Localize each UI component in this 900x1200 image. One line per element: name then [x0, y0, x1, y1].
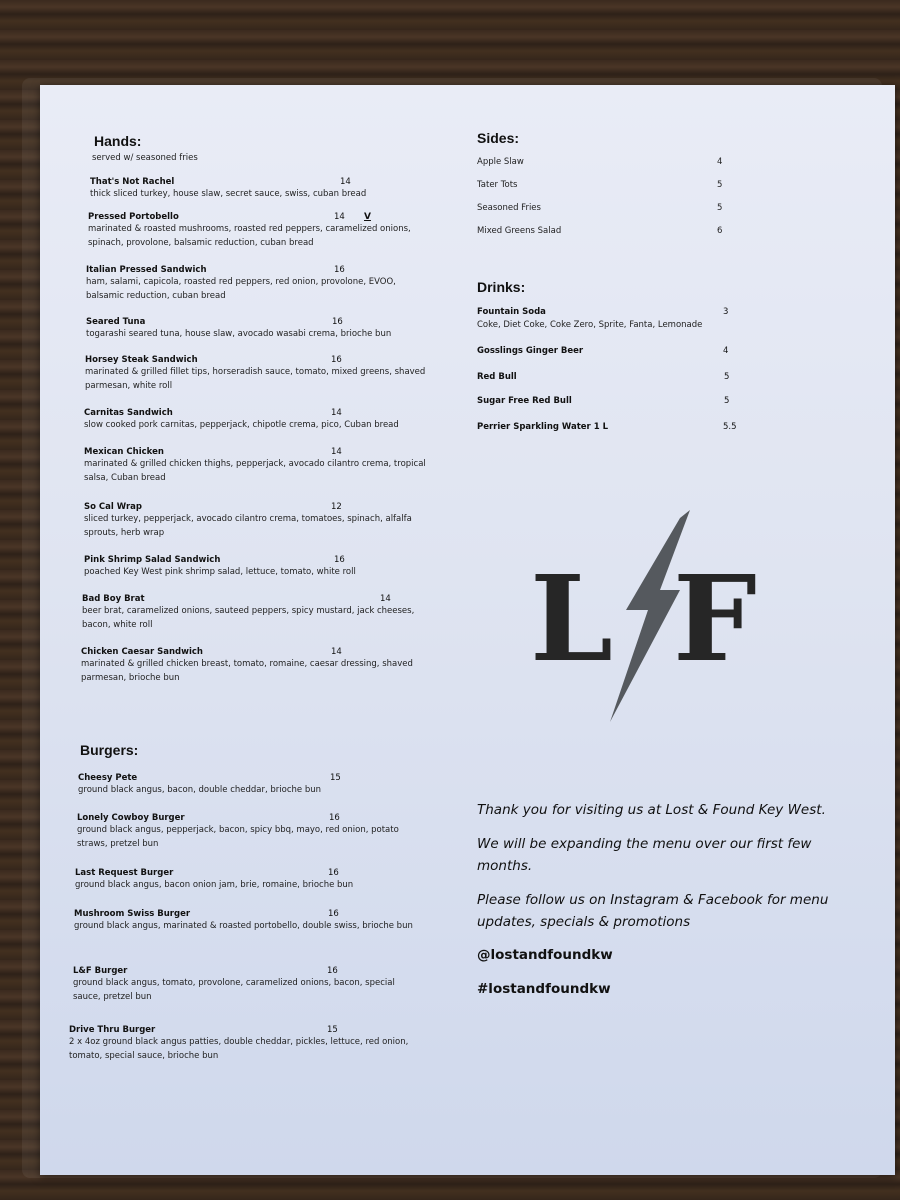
menu-item — [84, 555, 444, 579]
menu-item — [90, 177, 450, 201]
menu-item — [84, 408, 444, 432]
item-price: 6 — [717, 226, 723, 236]
item-price: 16 — [331, 355, 342, 365]
side-item — [477, 157, 737, 167]
logo-letter-l: L — [530, 549, 613, 688]
drink-item — [477, 372, 777, 382]
item-name: Gosslings Ginger Beer — [477, 346, 584, 356]
item-description: poached Key West pink shrimp salad, lettuce, tomato, white roll — [84, 567, 356, 577]
menu-item — [88, 212, 448, 250]
vegetarian-badge: V — [364, 212, 371, 222]
item-description: marinated & grilled chicken thighs, pepperjack, avocado cilantro crema, tropical salsa, Cuban bread — [84, 459, 426, 483]
item-description: sliced turkey, pepperjack, avocado cilantro crema, tomatoes, spinach, alfalfa sprouts, herb wrap — [84, 514, 412, 538]
hands-subtitle: served w/ seasoned fries — [92, 153, 198, 163]
item-description: marinated & grilled chicken breast, tomato, romaine, caesar dressing, shaved parmesan, brioche bun — [81, 659, 413, 683]
item-name: Drive Thru Burger — [69, 1025, 156, 1035]
burgers-title: Burgers: — [80, 742, 139, 758]
item-name: That's Not Rachel — [90, 177, 175, 187]
item-description: Coke, Diet Coke, Coke Zero, Sprite, Fanta, Lemonade — [477, 320, 703, 330]
item-price: 16 — [334, 555, 345, 565]
drink-item — [477, 422, 777, 432]
item-description: ground black angus, marinated & roasted portobello, double swiss, brioche bun — [74, 921, 413, 931]
item-name: So Cal Wrap — [84, 502, 143, 512]
item-name: Bad Boy Brat — [82, 594, 145, 604]
drink-item — [477, 396, 777, 406]
item-price: 14 — [380, 594, 391, 604]
item-name: Carnitas Sandwich — [84, 408, 173, 418]
item-name: Italian Pressed Sandwich — [86, 265, 207, 275]
item-description: beer brat, caramelized onions, sauteed peppers, spicy mustard, jack cheeses, bacon, white roll — [82, 606, 415, 630]
item-name: Mushroom Swiss Burger — [74, 909, 191, 919]
hands-title: Hands: — [94, 133, 142, 149]
item-name: Chicken Caesar Sandwich — [81, 647, 203, 657]
item-price: 16 — [332, 317, 343, 327]
menu-item — [77, 813, 437, 851]
item-price: 14 — [340, 177, 351, 187]
menu-item — [82, 594, 442, 632]
closing-message — [477, 799, 847, 945]
sides-title: Sides: — [477, 130, 520, 146]
item-name: Cheesy Pete — [78, 773, 138, 783]
menu-item — [84, 502, 444, 540]
item-price: 16 — [328, 909, 339, 919]
hashtag: #lostandfoundkw — [477, 981, 611, 997]
item-name: Mixed Greens Salad — [477, 226, 562, 236]
item-description: ground black angus, bacon onion jam, brie, romaine, brioche bun — [75, 880, 354, 890]
item-price: 16 — [329, 813, 340, 823]
item-price: 5 — [717, 180, 723, 190]
item-price: 16 — [327, 966, 338, 976]
item-name: Apple Slaw — [477, 157, 524, 167]
follow-text: Please follow us on Instagram & Facebook for menu updates, specials & promotions — [477, 892, 829, 930]
menu-item — [85, 355, 445, 393]
menu-item — [86, 317, 446, 341]
side-item — [477, 226, 737, 236]
item-price: 5 — [717, 203, 723, 213]
item-description: thick sliced turkey, house slaw, secret sauce, swiss, cuban bread — [90, 189, 367, 199]
item-name: Last Request Burger — [75, 868, 174, 878]
menu-item — [86, 265, 446, 303]
drink-item — [477, 346, 777, 356]
item-description: ground black angus, tomato, provolone, caramelized onions, bacon, special sauce, pretzel bun — [73, 978, 395, 1002]
item-description: togarashi seared tuna, house slaw, avocado wasabi crema, brioche bun — [86, 329, 392, 339]
item-description: ham, salami, capicola, roasted red peppers, red onion, provolone, EVOO, balsamic reduction, cuban bread — [86, 277, 396, 301]
item-price: 4 — [723, 346, 729, 356]
logo-letter-f: F — [673, 549, 757, 688]
side-item — [477, 203, 737, 213]
menu-item — [84, 447, 444, 485]
drinks-title: Drinks: — [477, 279, 526, 295]
item-price: 16 — [328, 868, 339, 878]
item-price: 14 — [331, 408, 342, 418]
item-price: 12 — [331, 502, 342, 512]
item-price: 15 — [327, 1025, 338, 1035]
item-price: 4 — [717, 157, 723, 167]
item-name: L&F Burger — [73, 966, 128, 976]
item-description: ground black angus, pepperjack, bacon, spicy bbq, mayo, red onion, potato straws, pretzel bun — [77, 825, 399, 849]
item-name: Pressed Portobello — [88, 212, 179, 222]
menu-item — [69, 1025, 429, 1063]
side-item — [477, 180, 737, 190]
item-price: 15 — [330, 773, 341, 783]
item-price: 14 — [331, 447, 342, 457]
lost-and-found-logo — [530, 510, 770, 730]
item-name: Lonely Cowboy Burger — [77, 813, 185, 823]
item-price: 14 — [331, 647, 342, 657]
drink-item — [477, 307, 777, 330]
item-name: Red Bull — [477, 372, 517, 382]
item-price: 5 — [724, 372, 730, 382]
expanding-text: We will be expanding the menu over our first few months. — [477, 836, 812, 874]
item-description: slow cooked pork carnitas, pepperjack, chipotle crema, pico, Cuban bread — [84, 420, 399, 430]
item-name: Seasoned Fries — [477, 203, 541, 213]
menu-item — [81, 647, 441, 685]
item-name: Perrier Sparkling Water 1 L — [477, 422, 608, 432]
menu-item — [74, 909, 434, 933]
item-name: Fountain Soda — [477, 307, 546, 317]
item-price: 5.5 — [723, 422, 737, 432]
item-price: 3 — [723, 307, 729, 317]
item-name: Mexican Chicken — [84, 447, 164, 457]
item-name: Tater Tots — [477, 180, 518, 190]
item-name: Pink Shrimp Salad Sandwich — [84, 555, 221, 565]
item-name: Sugar Free Red Bull — [477, 396, 572, 406]
instagram-handle: @lostandfoundkw — [477, 947, 613, 963]
item-description: 2 x 4oz ground black angus patties, double cheddar, pickles, lettuce, red onion, tomato, special sauce, brioche bun — [69, 1037, 409, 1061]
menu-item — [75, 868, 435, 892]
menu-item — [78, 773, 438, 797]
item-price: 5 — [724, 396, 730, 406]
menu-sheet — [40, 85, 895, 1175]
item-name: Horsey Steak Sandwich — [85, 355, 198, 365]
menu-item — [73, 966, 433, 1004]
item-name: Seared Tuna — [86, 317, 146, 327]
item-price: 14 — [334, 212, 345, 222]
item-description: marinated & grilled fillet tips, horseradish sauce, tomato, mixed greens, shaved parmesan, white roll — [85, 367, 426, 391]
thank-you-text: Thank you for visiting us at Lost & Found Key West. — [477, 802, 826, 818]
item-description: marinated & roasted mushrooms, roasted red peppers, caramelized onions, spinach, provolone, balsamic reduction, cuban bread — [88, 224, 411, 248]
item-description: ground black angus, bacon, double cheddar, brioche bun — [78, 785, 321, 795]
item-price: 16 — [334, 265, 345, 275]
